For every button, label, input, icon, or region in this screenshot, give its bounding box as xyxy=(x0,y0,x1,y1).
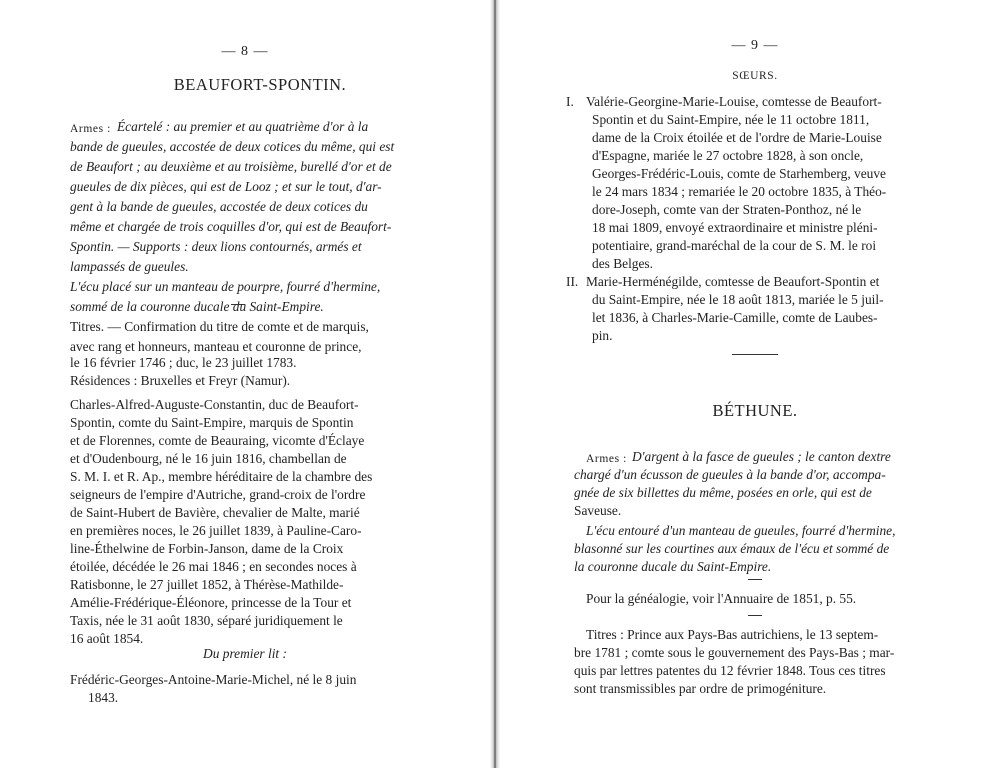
titres-line: sont transmissibles par ordre de primogéniture. xyxy=(574,681,827,696)
entry-line: Ratisbonne, le 27 juillet 1852, à Thérèse-Mathilde- xyxy=(70,577,344,592)
entry-line: du Saint-Empire, née le 18 août 1813, mariée le 5 juil- xyxy=(592,292,884,307)
armes-label: Armes : xyxy=(586,453,627,465)
entry-line: let 1836, à Charles-Marie-Camille, comte de Laubes- xyxy=(592,310,878,325)
armes-line: blasonné sur les courtines aux émaux de l'écu et sommé de xyxy=(574,541,890,556)
entry-line: Marie-Herménégilde, comtesse de Beaufort-Spontin et xyxy=(586,274,880,289)
entry-line: dore-Joseph, comte van der Straten-Ponthoz, né le xyxy=(592,202,862,217)
armes-line: gueules de dix pièces, qui est de Looz ; et sur le tout, d'ar- xyxy=(70,179,382,194)
armes-line: D'argent à la fasce de gueules ; le canton dextre xyxy=(632,449,891,464)
entry-line: dame de la Croix étoilée et de l'ordre de Marie-Louise xyxy=(592,130,882,145)
entry-line: étoilée, décédée le 26 mai 1846 ; en secondes noces à xyxy=(70,559,357,574)
armes-line: chargé d'un écusson de gueules à la bande d'or, accompa- xyxy=(574,467,886,482)
entry-line: et de Florennes, comte de Beauraing, vicomte d'Éclaye xyxy=(70,433,365,448)
entry-line: et d'Oudenbourg, né le 16 juin 1816, chambellan de xyxy=(70,451,347,466)
armes-line: de Beaufort ; au deuxième et au troisième, burellé d'or et de xyxy=(70,159,392,174)
titres-line: le 16 février 1746 ; duc, le 23 juillet 1783. xyxy=(70,355,297,370)
frederic-line: 1843. xyxy=(88,690,119,705)
entry-line: 16 août 1854. xyxy=(70,631,144,646)
entry-line: en premières noces, le 26 juillet 1839, à Pauline-Caro- xyxy=(70,523,362,538)
armes-line: L'écu placé sur un manteau de pourpre, fourré d'hermine, xyxy=(70,279,381,294)
right-page xyxy=(500,0,994,768)
family-title: BÉTHUNE. xyxy=(712,401,798,420)
armes-line: sommé de la couronne ducale du Saint-Empire. xyxy=(70,299,324,314)
armes-line: Spontin. — Supports : deux lions contournés, armés et xyxy=(70,239,362,254)
armes-label: Armes : xyxy=(70,123,111,135)
entry-line: seigneurs de l'empire d'Autriche, grand-croix de l'ordre xyxy=(70,487,366,502)
titres-line: Titres. — Confirmation du titre de comte et de marquis, xyxy=(70,319,369,334)
entry-line: S. M. I. et R. Ap., membre héréditaire de la chambre des xyxy=(70,469,373,484)
entry-line: d'Espagne, mariée le 27 octobre 1828, à son oncle, xyxy=(592,148,864,163)
section-divider xyxy=(732,354,778,355)
armes-line: même et chargée de trois coquilles d'or, qui est de Beaufort- xyxy=(70,219,392,234)
armes-line: gnée de six billettes du même, posées en orle, qui est de xyxy=(574,485,872,500)
book-gutter xyxy=(490,0,500,768)
armes-line: Écartelé : au premier et au quatrième d'or à la xyxy=(117,119,369,134)
entry-line: Taxis, née le 31 août 1830, séparé juridiquement le xyxy=(70,613,343,628)
entry-line: de Saint-Hubert de Bavière, chevalier de Malte, marié xyxy=(70,505,360,520)
armes-line: gent à la bande de gueules, accostée de deux cotices du xyxy=(70,199,368,214)
entry-line: Amélie-Frédérique-Éléonore, princesse de la Tour et xyxy=(70,595,352,610)
entry-line: Georges-Frédéric-Louis, comte de Starhemberg, veuve xyxy=(592,166,886,181)
left-page xyxy=(0,0,490,768)
residences-line: Résidences : Bruxelles et Freyr (Namur). xyxy=(70,373,291,388)
page-number: — 9 — xyxy=(731,38,779,53)
divider xyxy=(231,304,245,305)
entry-number: I. xyxy=(566,94,574,109)
entry-line: potentiaire, grand-maréchal de la cour de S. M. le roi xyxy=(592,238,877,253)
premier-lit-heading: Du premier lit : xyxy=(203,646,287,661)
armes-line: la couronne ducale du Saint-Empire. xyxy=(574,559,772,574)
soeurs-heading: SŒURS. xyxy=(732,70,778,82)
titres-line: avec rang et honneurs, manteau et couronne de prince, xyxy=(70,339,362,354)
entry-line: Spontin, comte du Saint-Empire, marquis de Spontin xyxy=(70,415,354,430)
titres-line: bre 1781 ; comte sous le gouvernement des Pays-Bas ; mar- xyxy=(574,645,895,660)
entry-line: line-Éthelwine de Forbin-Janson, dame de la Croix xyxy=(70,541,344,556)
entry-line: Valérie-Georgine-Marie-Louise, comtesse de Beaufort- xyxy=(586,94,882,109)
entry-line: le 24 mars 1834 ; remariée le 20 octobre 1835, à Théo- xyxy=(592,184,887,199)
divider xyxy=(748,579,762,580)
entry-number: II. xyxy=(566,274,579,289)
frederic-line: Frédéric-Georges-Antoine-Marie-Michel, né le 8 juin xyxy=(70,672,357,687)
page-number: — 8 — xyxy=(221,44,269,59)
armes-line: lampassés de gueules. xyxy=(70,259,189,274)
armes-line: L'écu entouré d'un manteau de gueules, fourré d'hermine, xyxy=(586,523,896,538)
titres-line: Titres : Prince aux Pays-Bas autrichiens, le 13 septem- xyxy=(586,627,879,642)
divider xyxy=(748,615,762,616)
entry-line: Charles-Alfred-Auguste-Constantin, duc de Beaufort- xyxy=(70,397,359,412)
family-title: BEAUFORT-SPONTIN. xyxy=(173,75,347,94)
entry-line: Spontin et du Saint-Empire, née le 11 octobre 1811, xyxy=(592,112,870,127)
entry-line: 18 mai 1809, envoyé extraordinaire et ministre pléni- xyxy=(592,220,878,235)
armes-line: Saveuse. xyxy=(574,503,622,518)
armes-line: bande de gueules, accostée de deux cotices du même, qui est xyxy=(70,139,395,154)
entry-line: des Belges. xyxy=(592,256,653,271)
titres-line: quis par lettres patentes du 12 février 1848. Tous ces titres xyxy=(574,663,886,678)
entry-line: pin. xyxy=(592,328,613,343)
genealogie-line: Pour la généalogie, voir l'Annuaire de 1851, p. 55. xyxy=(586,591,857,606)
